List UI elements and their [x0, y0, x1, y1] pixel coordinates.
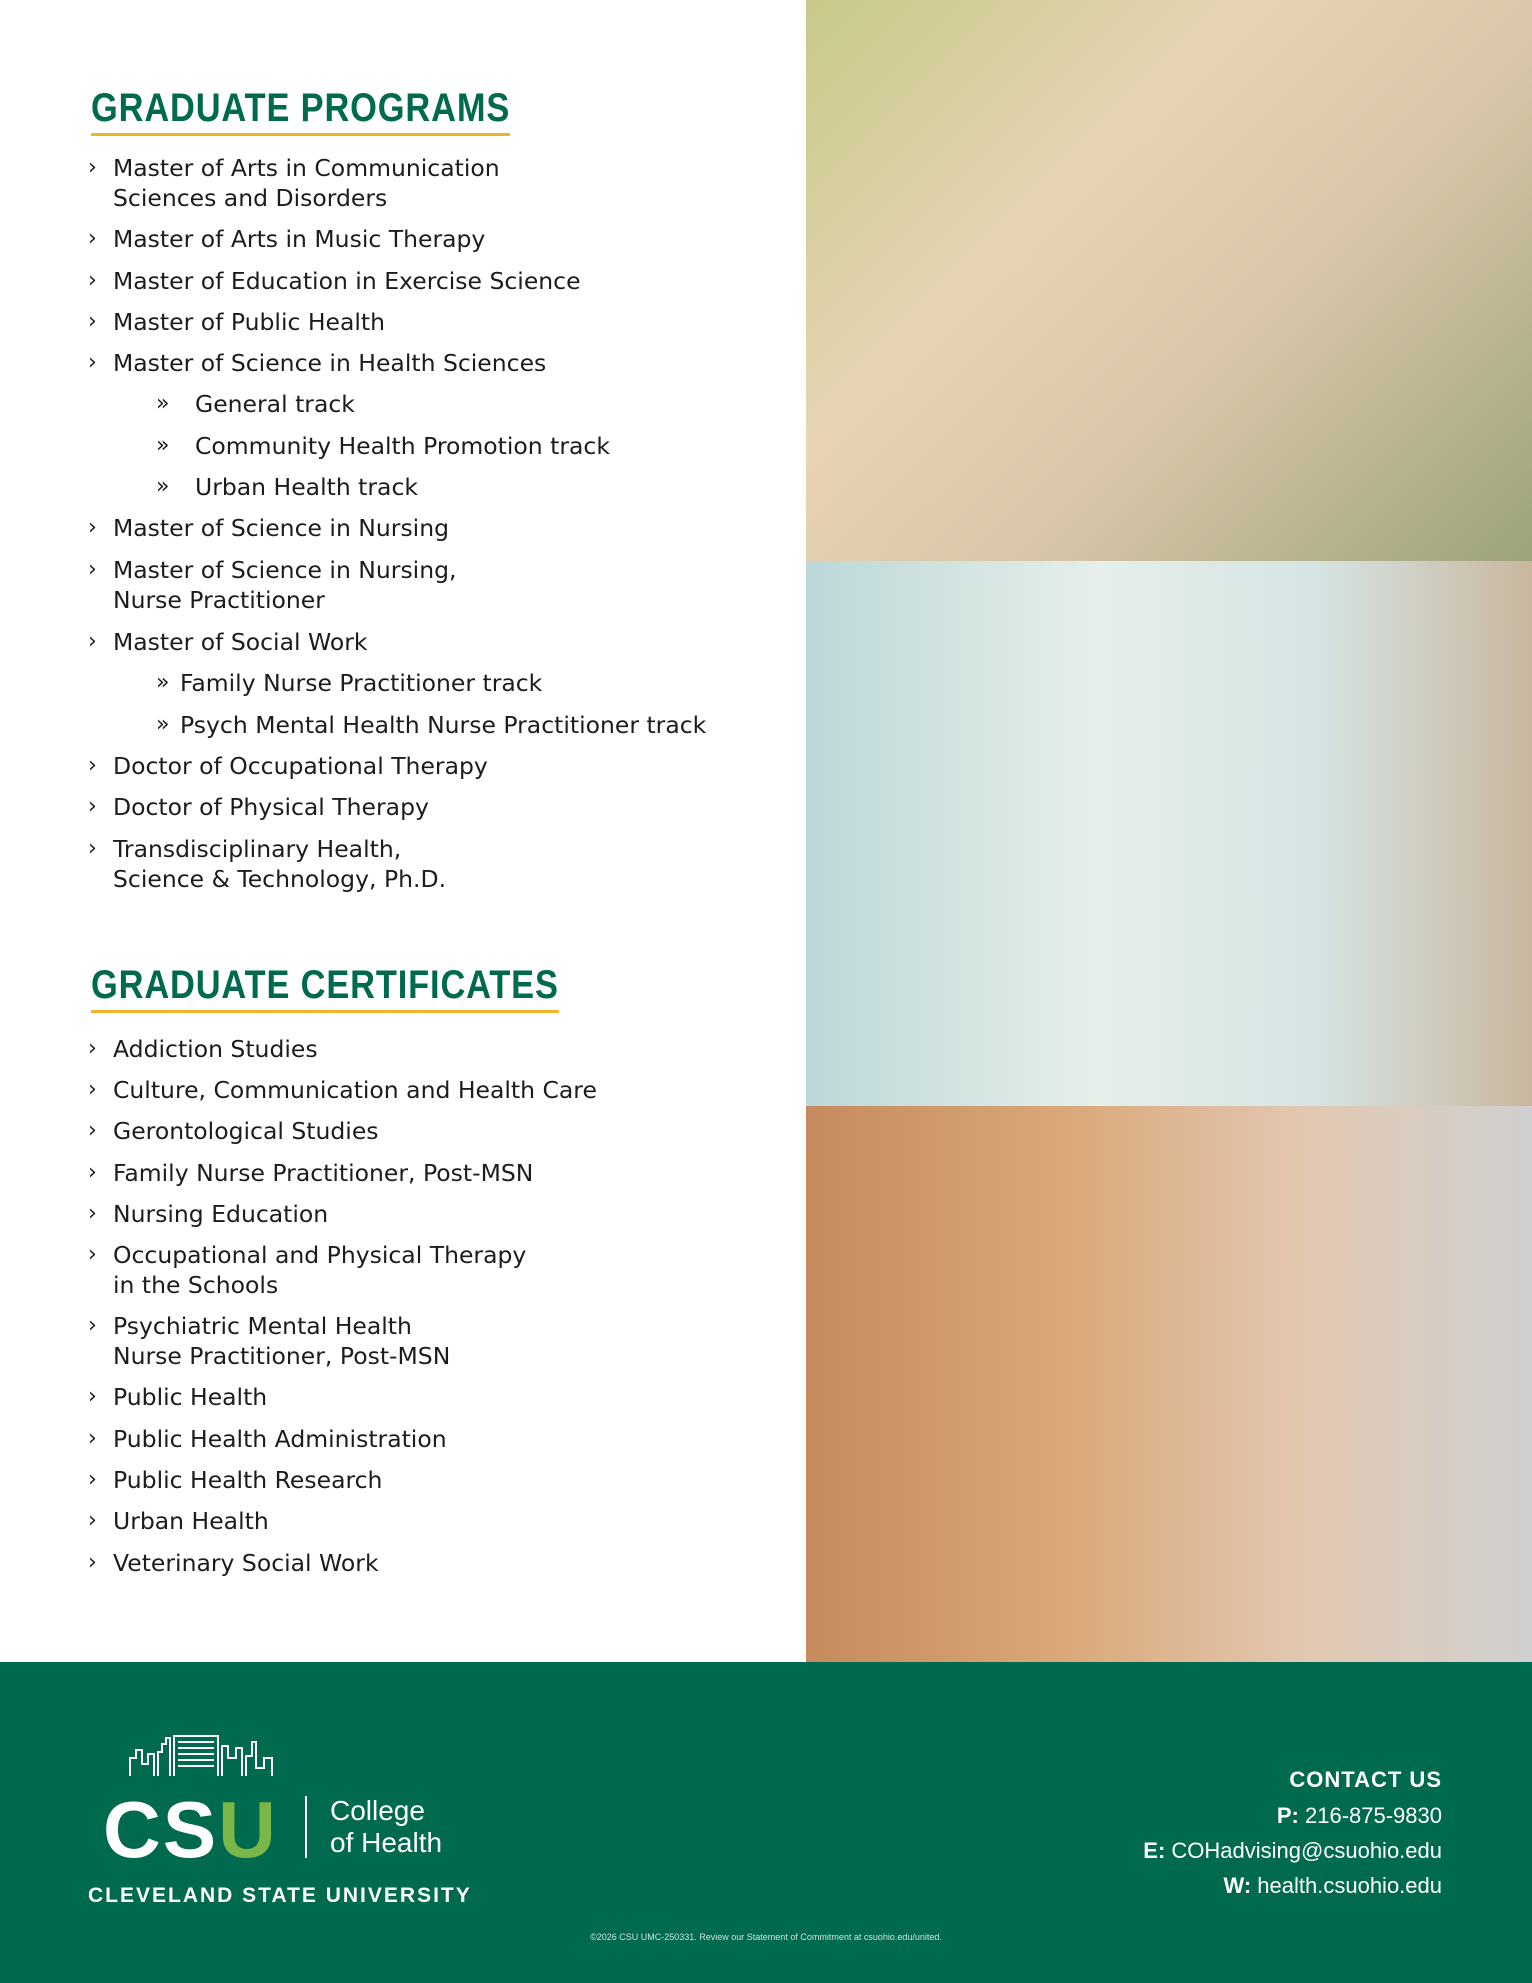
list-item-text	[113, 1199, 328, 1229]
web-label: W:	[1223, 1873, 1252, 1898]
double-chevron-bullet-icon: »	[156, 474, 170, 499]
footer	[0, 1662, 1532, 1983]
chevron-bullet-icon: ›	[88, 268, 97, 293]
list-item-line: Family Nurse Practitioner, Post-MSN	[113, 1159, 534, 1187]
double-chevron-bullet-icon: »	[156, 712, 170, 737]
list-item-line: Psychiatric Mental Health	[113, 1312, 412, 1340]
list-item-line: Public Health Research	[113, 1466, 383, 1494]
chevron-bullet-icon: ›	[88, 629, 97, 654]
list-item-line: Culture, Communication and Health Care	[113, 1076, 597, 1104]
list-item-line: Gerontological Studies	[113, 1117, 379, 1145]
list-item-text	[113, 513, 449, 543]
list-item-line: Science & Technology, Ph.D.	[113, 865, 447, 893]
list-item-text	[113, 307, 385, 337]
graduate-programs-heading: GRADUATE PROGRAMS	[91, 86, 510, 136]
chevron-bullet-icon: ›	[88, 1036, 97, 1061]
list-item-line: Veterinary Social Work	[113, 1549, 379, 1577]
list-item-text	[113, 1382, 267, 1412]
photo-students-classroom	[806, 1106, 1532, 1662]
chevron-bullet-icon: ›	[88, 753, 97, 778]
list-item-line: Master of Science in Nursing,	[113, 556, 457, 584]
chevron-bullet-icon: ›	[88, 155, 97, 180]
list-item-text	[113, 1311, 450, 1371]
list-item-line: Transdisciplinary Health,	[113, 835, 402, 863]
list-item-text	[180, 668, 542, 698]
chevron-bullet-icon: ›	[88, 1242, 97, 1267]
chevron-bullet-icon: ›	[88, 1384, 97, 1409]
phone-value: 216-875-9830	[1304, 1803, 1442, 1828]
list-item-line: Doctor of Occupational Therapy	[113, 752, 488, 780]
list-item-text	[113, 1506, 269, 1536]
list-item-text	[113, 1548, 379, 1578]
list-item-text	[113, 834, 446, 894]
college-of-health-label	[330, 1795, 442, 1859]
list-item-text	[113, 1158, 533, 1188]
csu-letter-u: U	[218, 1785, 278, 1874]
skyline-icon	[128, 1728, 278, 1778]
chevron-bullet-icon: ›	[88, 794, 97, 819]
photo-nurse-portrait	[806, 561, 1532, 1106]
list-item-line: Public Health Administration	[113, 1425, 447, 1453]
list-item-line: Nursing Education	[113, 1200, 329, 1228]
list-item-line: Family Nurse Practitioner track	[180, 669, 543, 697]
list-item-text	[113, 1116, 379, 1146]
chevron-bullet-icon: ›	[88, 1118, 97, 1143]
csu-wordmark	[103, 1785, 278, 1874]
list-item-line: Master of Social Work	[113, 628, 368, 656]
list-item-line: Master of Arts in Music Therapy	[113, 225, 486, 253]
list-item-line: Doctor of Physical Therapy	[113, 793, 429, 821]
list-item-text	[195, 472, 418, 502]
list-item-line: Master of Science in Nursing	[113, 514, 450, 542]
graduate-certificates-heading: GRADUATE CERTIFICATES	[91, 963, 559, 1013]
list-item-text	[113, 1424, 447, 1454]
chevron-bullet-icon: ›	[88, 1550, 97, 1575]
list-item-text	[113, 224, 485, 254]
list-item-line: Master of Science in Health Sciences	[113, 349, 547, 377]
double-chevron-bullet-icon: »	[156, 391, 170, 416]
contact-web	[1143, 1868, 1442, 1903]
list-item-line: Community Health Promotion track	[195, 432, 610, 460]
list-item-line: Nurse Practitioner, Post-MSN	[113, 1342, 451, 1370]
list-item-line: Occupational and Physical Therapy	[113, 1241, 527, 1269]
list-item-line: Sciences and Disorders	[113, 184, 388, 212]
chevron-bullet-icon: ›	[88, 1313, 97, 1338]
chevron-bullet-icon: ›	[88, 557, 97, 582]
chevron-bullet-icon: ›	[88, 1467, 97, 1492]
double-chevron-bullet-icon: »	[156, 433, 170, 458]
photo-students-lab	[806, 0, 1532, 561]
college-line-2: of Health	[330, 1827, 443, 1858]
chevron-bullet-icon: ›	[88, 1077, 97, 1102]
college-line-1: College	[330, 1795, 425, 1826]
list-item-line: Master of Public Health	[113, 308, 386, 336]
chevron-bullet-icon: ›	[88, 1508, 97, 1533]
list-item-line: Nurse Practitioner	[113, 586, 325, 614]
main-content	[0, 0, 806, 1662]
chevron-bullet-icon: ›	[88, 515, 97, 540]
chevron-bullet-icon: ›	[88, 1426, 97, 1451]
list-item-line: Urban Health	[113, 1507, 269, 1535]
list-item-text	[113, 792, 429, 822]
list-item-text	[113, 266, 581, 296]
list-item-line: Master of Education in Exercise Science	[113, 267, 581, 295]
email-label: E:	[1143, 1838, 1166, 1863]
chevron-bullet-icon: ›	[88, 226, 97, 251]
list-item-line: Master of Arts in Communication	[113, 154, 500, 182]
contact-block	[1143, 1762, 1442, 1903]
list-item-text	[113, 1075, 597, 1105]
list-item-line: Urban Health track	[195, 473, 418, 501]
web-value: health.csuohio.edu	[1257, 1873, 1442, 1898]
list-item-line: General track	[195, 390, 355, 418]
list-item-text	[113, 1240, 526, 1300]
csu-letters-cs: CS	[103, 1785, 219, 1874]
list-item-text	[195, 431, 610, 461]
email-value: COHadvising@csuohio.edu	[1171, 1838, 1442, 1863]
list-item-line: Psych Mental Health Nurse Practitioner track	[180, 711, 707, 739]
logo-divider	[305, 1796, 307, 1858]
fineprint: ©2026 CSU UMC-250331. Review our Statement of Commitment at csuohio.edu/united.	[590, 1932, 942, 1942]
list-item-line: Addiction Studies	[113, 1035, 318, 1063]
chevron-bullet-icon: ›	[88, 309, 97, 334]
list-item-text	[113, 153, 500, 213]
list-item-text	[113, 1034, 318, 1064]
list-item-text	[113, 555, 457, 615]
list-item-text	[180, 710, 706, 740]
contact-email	[1143, 1833, 1442, 1868]
chevron-bullet-icon: ›	[88, 836, 97, 861]
contact-phone	[1143, 1798, 1442, 1833]
double-chevron-bullet-icon: »	[156, 670, 170, 695]
list-item-text	[113, 627, 368, 657]
list-item-text	[113, 348, 546, 378]
list-item-text	[113, 751, 488, 781]
phone-label: P:	[1276, 1803, 1299, 1828]
chevron-bullet-icon: ›	[88, 350, 97, 375]
list-item-line: in the Schools	[113, 1271, 279, 1299]
list-item-text	[195, 389, 355, 419]
contact-title: CONTACT US	[1289, 1767, 1442, 1792]
chevron-bullet-icon: ›	[88, 1160, 97, 1185]
list-item-text	[113, 1465, 382, 1495]
chevron-bullet-icon: ›	[88, 1201, 97, 1226]
list-item-line: Public Health	[113, 1383, 268, 1411]
university-name: CLEVELAND STATE UNIVERSITY	[88, 1884, 472, 1907]
